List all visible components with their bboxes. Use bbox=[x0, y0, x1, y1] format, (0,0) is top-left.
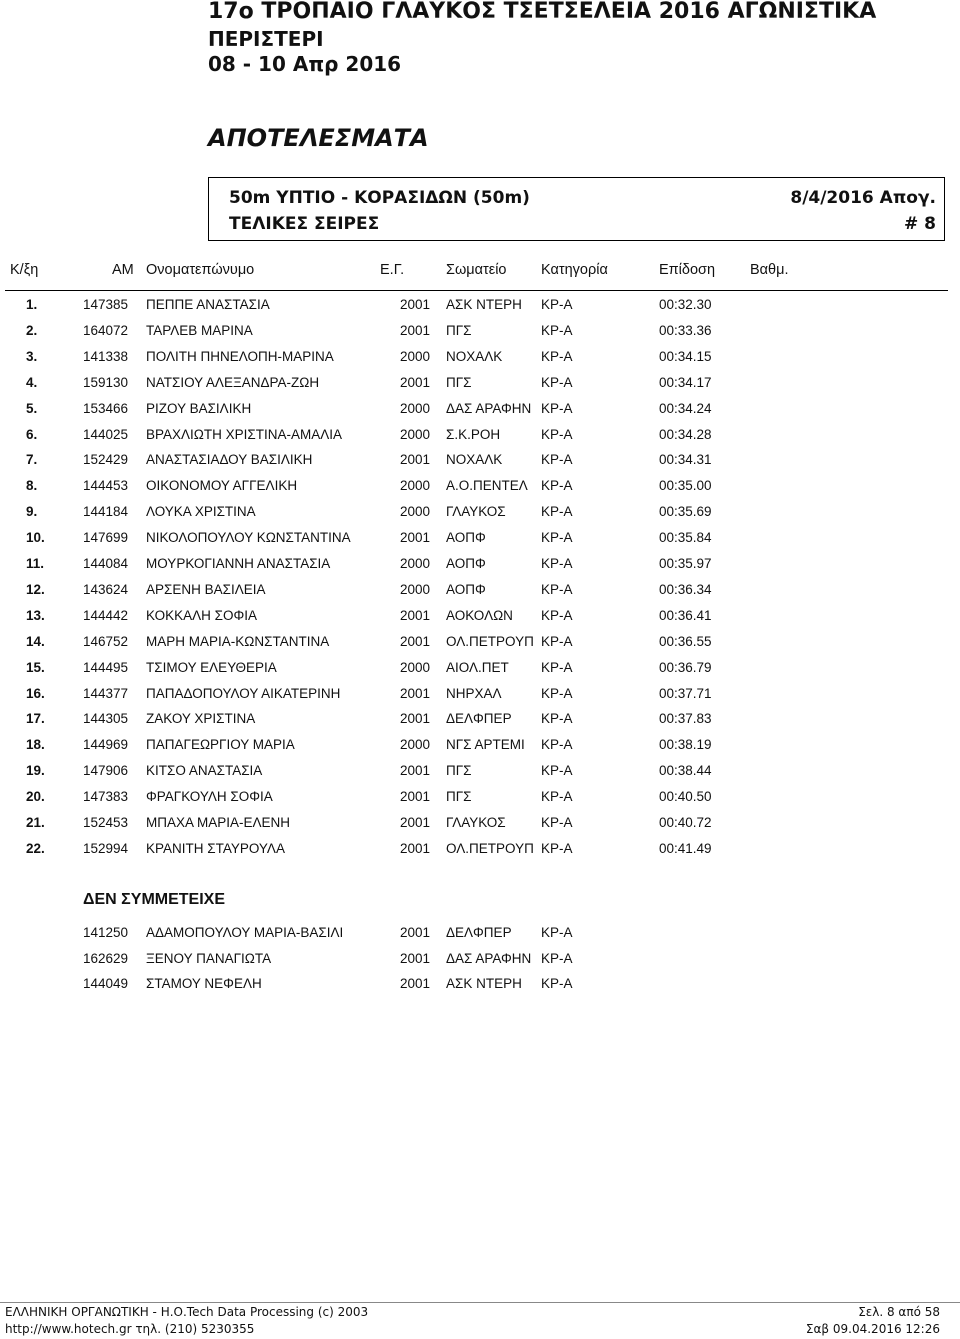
cell-am: 144025 bbox=[83, 426, 129, 442]
cell-club: ΔΕΛΦΠΕΡ bbox=[446, 711, 512, 727]
cell-am: 144084 bbox=[83, 556, 129, 571]
cell-name: ΚΡΑΝΙΤΗ ΣΤΑΥΡΟΥΛΑ bbox=[146, 840, 285, 856]
cell-cat: ΚΡ-Α bbox=[541, 815, 573, 830]
cell-year: 2001 bbox=[400, 950, 431, 966]
cell-year: 2000 bbox=[400, 556, 431, 571]
cell-am: 144453 bbox=[83, 478, 129, 494]
footer-contact: http://www.hotech.gr τηλ. (210) 5230355 bbox=[5, 1322, 255, 1336]
cell-cat: ΚΡ-Α bbox=[541, 452, 573, 468]
cell-am: 141338 bbox=[83, 348, 129, 364]
cell-time: 00:36.79 bbox=[659, 659, 712, 675]
cell-cat: ΚΡ-Α bbox=[541, 348, 573, 364]
page-number: Σελ. 8 από 58 bbox=[858, 1305, 940, 1319]
cell-club: ΑΟΠΦ bbox=[446, 556, 486, 571]
cell-time: 00:35.00 bbox=[659, 478, 712, 494]
cell-rank: 20. bbox=[26, 789, 45, 805]
table-row bbox=[0, 297, 960, 323]
cell-club: ΟΛ.ΠΕΤΡΟΥΠ bbox=[446, 633, 534, 649]
cell-cat: ΚΡ-Α bbox=[541, 581, 573, 597]
cell-rank: 17. bbox=[26, 711, 45, 727]
cell-rank: 11. bbox=[26, 556, 45, 571]
cell-name: ΖΑΚΟΥ ΧΡΙΣΤΙΝΑ bbox=[146, 711, 256, 727]
cell-am: 152429 bbox=[83, 452, 129, 468]
footer-divider bbox=[0, 1302, 960, 1303]
table-row bbox=[0, 504, 960, 530]
cell-am: 147906 bbox=[83, 763, 129, 779]
cell-club: ΑΙΟΛ.ΠΕΤ bbox=[446, 659, 509, 675]
cell-rank: 5. bbox=[26, 400, 38, 416]
cell-year: 2001 bbox=[400, 711, 431, 727]
cell-cat: ΚΡ-Α bbox=[541, 478, 573, 494]
cell-club: ΔΑΣ ΑΡΑΦΗΝ bbox=[446, 400, 532, 416]
cell-am: 144184 bbox=[83, 504, 129, 520]
cell-time: 00:35.84 bbox=[659, 530, 712, 546]
column-header-year: Ε.Γ. bbox=[380, 262, 405, 278]
column-header-time: Επίδοση bbox=[659, 262, 716, 278]
cell-cat: ΚΡ-Α bbox=[541, 633, 573, 649]
cell-rank: 8. bbox=[26, 478, 38, 494]
cell-cat: ΚΡ-Α bbox=[541, 763, 573, 779]
cell-am: 144377 bbox=[83, 685, 129, 701]
venue: ΠΕΡΙΣΤΕΡΙ bbox=[208, 27, 324, 51]
cell-club: ΟΛ.ΠΕΤΡΟΥΠ bbox=[446, 840, 534, 856]
table-row bbox=[0, 608, 960, 634]
cell-year: 2000 bbox=[400, 400, 431, 416]
table-row bbox=[0, 375, 960, 401]
cell-cat: ΚΡ-Α bbox=[541, 840, 573, 856]
table-row bbox=[0, 530, 960, 556]
cell-am: 147383 bbox=[83, 789, 129, 805]
cell-am: 144049 bbox=[83, 976, 129, 991]
column-header-club: Σωματείο bbox=[446, 262, 507, 278]
table-row bbox=[0, 582, 960, 608]
cell-rank: 7. bbox=[26, 452, 38, 468]
cell-year: 2001 bbox=[400, 925, 431, 940]
cell-time: 00:36.34 bbox=[659, 581, 712, 597]
cell-rank: 18. bbox=[26, 737, 45, 753]
cell-club: ΝΟΧΑΛΚ bbox=[446, 348, 503, 364]
cell-club: ΔΑΣ ΑΡΑΦΗΝ bbox=[446, 950, 532, 966]
cell-time: 00:38.19 bbox=[659, 737, 712, 753]
cell-name: ΞΕΝΟΥ ΠΑΝΑΓΙΩΤΑ bbox=[146, 950, 272, 966]
table-row bbox=[0, 452, 960, 478]
cell-name: ΝΙΚΟΛΟΠΟΥΛΟΥ ΚΩΝΣΤΑΝΤΙΝΑ bbox=[146, 530, 351, 546]
cell-club: ΑΟΚΟΛΩΝ bbox=[446, 607, 513, 623]
competition-title: 17ο ΤΡΟΠΑΙΟ ΓΛΑΥΚΟΣ ΤΣΕΤΣΕΛΕΙΑ 2016 ΑΓΩΝΙΣΤΙΚΑ bbox=[208, 0, 877, 24]
column-header-points: Βαθμ. bbox=[750, 262, 789, 278]
cell-name: ΠΑΠΑΓΕΩΡΓΙΟΥ ΜΑΡΙΑ bbox=[146, 737, 295, 753]
cell-rank: 19. bbox=[26, 763, 45, 779]
cell-name: ΒΡΑΧΛΙΩΤΗ ΧΡΙΣΤΙΝΑ-ΑΜΑΛΙΑ bbox=[146, 426, 343, 442]
cell-rank: 9. bbox=[26, 504, 38, 520]
cell-name: ΠΑΠΑΔΟΠΟΥΛΟΥ ΑΙΚΑΤΕΡΙΝΗ bbox=[146, 685, 341, 701]
cell-club: ΑΣΚ ΝΤΕΡΗ bbox=[446, 297, 522, 312]
cell-cat: ΚΡ-Α bbox=[541, 426, 573, 442]
cell-name: ΚΙΤΣΟ ΑΝΑΣΤΑΣΙΑ bbox=[146, 763, 263, 779]
cell-am: 147699 bbox=[83, 530, 129, 546]
cell-year: 2001 bbox=[400, 976, 431, 991]
cell-time: 00:32.30 bbox=[659, 297, 712, 312]
cell-year: 2001 bbox=[400, 633, 431, 649]
cell-club: ΓΛΑΥΚΟΣ bbox=[446, 815, 506, 830]
cell-am: 144495 bbox=[83, 659, 129, 675]
cell-cat: ΚΡ-Α bbox=[541, 400, 573, 416]
cell-name: ΑΝΑΣΤΑΣΙΑΔΟΥ ΒΑΣΙΛΙΚΗ bbox=[146, 452, 313, 468]
cell-name: ΡΙΖΟΥ ΒΑΣΙΛΙΚΗ bbox=[146, 400, 252, 416]
cell-am: 144305 bbox=[83, 711, 129, 727]
table-row bbox=[0, 634, 960, 660]
cell-time: 00:40.72 bbox=[659, 815, 712, 830]
table-row bbox=[0, 660, 960, 686]
cell-cat: ΚΡ-Α bbox=[541, 925, 573, 940]
cell-year: 2001 bbox=[400, 297, 431, 312]
cell-time: 00:41.49 bbox=[659, 840, 712, 856]
cell-cat: ΚΡ-Α bbox=[541, 322, 573, 338]
cell-time: 00:36.55 bbox=[659, 633, 712, 649]
event-number: # 8 bbox=[904, 214, 936, 234]
cell-rank: 22. bbox=[26, 840, 45, 856]
cell-cat: ΚΡ-Α bbox=[541, 297, 573, 312]
cell-name: ΜΟΥΡΚΟΓΙΑΝΝΗ ΑΝΑΣΤΑΣΙΑ bbox=[146, 556, 331, 571]
cell-name: ΠΟΛΙΤΗ ΠΗΝΕΛΟΠΗ-ΜΑΡΙΝΑ bbox=[146, 348, 334, 364]
cell-cat: ΚΡ-Α bbox=[541, 685, 573, 701]
cell-year: 2000 bbox=[400, 478, 431, 494]
cell-cat: ΚΡ-Α bbox=[541, 789, 573, 805]
dns-heading: ΔΕΝ ΣΥΜΜΕΤΕΙΧΕ bbox=[83, 891, 226, 908]
cell-am: 162629 bbox=[83, 950, 129, 966]
cell-year: 2000 bbox=[400, 348, 431, 364]
table-row bbox=[0, 737, 960, 763]
cell-time: 00:35.69 bbox=[659, 504, 712, 520]
cell-name: ΝΑΤΣΙΟΥ ΑΛΕΞΑΝΔΡΑ-ΖΩΗ bbox=[146, 374, 320, 390]
cell-time: 00:37.83 bbox=[659, 711, 712, 727]
cell-name: ΤΑΡΛΕΒ ΜΑΡΙΝΑ bbox=[146, 322, 253, 338]
header-divider bbox=[5, 290, 948, 291]
cell-time: 00:34.28 bbox=[659, 426, 712, 442]
dns-row bbox=[0, 951, 960, 977]
cell-name: ΛΟΥΚΑ ΧΡΙΣΤΙΝΑ bbox=[146, 504, 256, 520]
column-header-rank: Κ/ξη bbox=[10, 262, 39, 278]
dns-row bbox=[0, 976, 960, 1002]
table-row bbox=[0, 763, 960, 789]
table-row bbox=[0, 323, 960, 349]
cell-name: ΚΟΚΚΑΛΗ ΣΟΦΙΑ bbox=[146, 607, 257, 623]
cell-time: 00:33.36 bbox=[659, 322, 712, 338]
cell-year: 2001 bbox=[400, 789, 431, 805]
cell-name: ΜΠΑΧΑ ΜΑΡΙΑ-ΕΛΕΝΗ bbox=[146, 815, 291, 830]
cell-rank: 3. bbox=[26, 348, 38, 364]
cell-cat: ΚΡ-Α bbox=[541, 556, 573, 571]
table-row bbox=[0, 427, 960, 453]
cell-rank: 6. bbox=[26, 426, 38, 442]
cell-year: 2001 bbox=[400, 452, 431, 468]
table-row bbox=[0, 478, 960, 504]
cell-name: ΠΕΠΠΕ ΑΝΑΣΤΑΣΙΑ bbox=[146, 297, 270, 312]
results-heading: ΑΠΟΤΕΛΕΣΜΑΤΑ bbox=[208, 124, 429, 152]
cell-time: 00:34.17 bbox=[659, 374, 712, 390]
competition-dates: 08 - 10 Απρ 2016 bbox=[208, 52, 402, 76]
cell-cat: ΚΡ-Α bbox=[541, 374, 573, 390]
cell-name: ΟΙΚΟΝΟΜΟΥ ΑΓΓΕΛΙΚΗ bbox=[146, 478, 298, 494]
cell-club: ΠΓΣ bbox=[446, 763, 472, 779]
cell-time: 00:40.50 bbox=[659, 789, 712, 805]
cell-club: ΝΓΣ ΑΡΤΕΜΙ bbox=[446, 737, 525, 753]
table-row bbox=[0, 401, 960, 427]
column-header-category: Κατηγορία bbox=[541, 262, 608, 278]
cell-cat: ΚΡ-Α bbox=[541, 530, 573, 546]
cell-name: ΤΣΙΜΟΥ ΕΛΕΥΘΕΡΙΑ bbox=[146, 659, 277, 675]
cell-name: ΦΡΑΓΚΟΥΛΗ ΣΟΦΙΑ bbox=[146, 789, 273, 805]
cell-rank: 1. bbox=[26, 297, 38, 312]
cell-time: 00:35.97 bbox=[659, 556, 712, 571]
cell-rank: 4. bbox=[26, 374, 38, 390]
cell-rank: 21. bbox=[26, 815, 45, 830]
cell-club: ΑΟΠΦ bbox=[446, 530, 486, 546]
cell-rank: 12. bbox=[26, 581, 45, 597]
cell-am: 144442 bbox=[83, 607, 129, 623]
cell-am: 159130 bbox=[83, 374, 129, 390]
table-row bbox=[0, 789, 960, 815]
cell-year: 2001 bbox=[400, 530, 431, 546]
cell-year: 2001 bbox=[400, 374, 431, 390]
cell-club: ΝΗΡΧΑΛ bbox=[446, 685, 502, 701]
cell-cat: ΚΡ-Α bbox=[541, 711, 573, 727]
cell-year: 2001 bbox=[400, 840, 431, 856]
column-header-name: Ονοματεπώνυμο bbox=[146, 262, 255, 278]
table-row bbox=[0, 349, 960, 375]
cell-year: 2001 bbox=[400, 685, 431, 701]
cell-rank: 13. bbox=[26, 607, 45, 623]
cell-am: 146752 bbox=[83, 633, 129, 649]
cell-club: Σ.Κ.ΡΟΗ bbox=[446, 426, 501, 442]
cell-time: 00:34.31 bbox=[659, 452, 712, 468]
cell-rank: 16. bbox=[26, 685, 45, 701]
cell-club: ΑΣΚ ΝΤΕΡΗ bbox=[446, 976, 522, 991]
cell-cat: ΚΡ-Α bbox=[541, 737, 573, 753]
cell-club: ΠΓΣ bbox=[446, 374, 472, 390]
dns-row bbox=[0, 925, 960, 951]
cell-cat: ΚΡ-Α bbox=[541, 659, 573, 675]
cell-name: ΑΡΣΕΝΗ ΒΑΣΙΛΕΙΑ bbox=[146, 581, 266, 597]
cell-club: ΠΓΣ bbox=[446, 789, 472, 805]
cell-name: ΜΑΡΗ ΜΑΡΙΑ-ΚΩΝΣΤΑΝΤΙΝΑ bbox=[146, 633, 330, 649]
event-round: ΤΕΛΙΚΕΣ ΣΕΙΡΕΣ bbox=[229, 214, 380, 234]
cell-year: 2000 bbox=[400, 737, 431, 753]
cell-year: 2001 bbox=[400, 763, 431, 779]
cell-club: ΓΛΑΥΚΟΣ bbox=[446, 504, 506, 520]
print-timestamp: Σαβ 09.04.2016 12:26 bbox=[805, 1322, 940, 1336]
cell-rank: 10. bbox=[26, 530, 45, 546]
cell-cat: ΚΡ-Α bbox=[541, 976, 573, 991]
cell-year: 2001 bbox=[400, 607, 431, 623]
cell-time: 00:34.24 bbox=[659, 400, 712, 416]
cell-am: 164072 bbox=[83, 322, 129, 338]
cell-year: 2000 bbox=[400, 504, 431, 520]
cell-year: 2001 bbox=[400, 322, 431, 338]
cell-year: 2000 bbox=[400, 581, 431, 597]
cell-time: 00:36.41 bbox=[659, 607, 712, 623]
cell-club: ΔΕΛΦΠΕΡ bbox=[446, 925, 512, 940]
table-row bbox=[0, 815, 960, 841]
table-row bbox=[0, 711, 960, 737]
cell-year: 2000 bbox=[400, 659, 431, 675]
cell-club: ΑΟΠΦ bbox=[446, 581, 486, 597]
table-row bbox=[0, 841, 960, 867]
table-row bbox=[0, 686, 960, 712]
cell-club: Α.Ο.ΠΕΝΤΕΛ bbox=[446, 478, 528, 494]
cell-year: 2000 bbox=[400, 426, 431, 442]
cell-club: ΝΟΧΑΛΚ bbox=[446, 452, 503, 468]
cell-am: 141250 bbox=[83, 925, 129, 940]
footer-company: ΕΛΛΗΝΙΚΗ ΟΡΓΑΝΩΤΙΚΗ - Η.Ο.Tech Data Processing (c) 2003 bbox=[5, 1305, 369, 1319]
column-header-am: ΑΜ bbox=[112, 262, 134, 278]
cell-rank: 15. bbox=[26, 659, 45, 675]
cell-time: 00:37.71 bbox=[659, 685, 712, 701]
event-name: 50m ΥΠΤΙΟ - ΚΟΡΑΣΙΔΩΝ (50m) bbox=[229, 188, 530, 208]
cell-year: 2001 bbox=[400, 815, 431, 830]
cell-time: 00:38.44 bbox=[659, 763, 712, 779]
cell-am: 143624 bbox=[83, 581, 129, 597]
cell-cat: ΚΡ-Α bbox=[541, 950, 573, 966]
cell-am: 144969 bbox=[83, 737, 129, 753]
cell-cat: ΚΡ-Α bbox=[541, 504, 573, 520]
cell-am: 152994 bbox=[83, 840, 129, 856]
cell-am: 147385 bbox=[83, 297, 129, 312]
cell-time: 00:34.15 bbox=[659, 348, 712, 364]
cell-rank: 2. bbox=[26, 322, 38, 338]
cell-name: ΑΔΑΜΟΠΟΥΛΟΥ ΜΑΡΙΑ-ΒΑΣΙΛΙ bbox=[146, 925, 344, 940]
cell-name: ΣΤΑΜΟΥ ΝΕΦΕΛΗ bbox=[146, 976, 262, 991]
cell-am: 153466 bbox=[83, 400, 129, 416]
cell-cat: ΚΡ-Α bbox=[541, 607, 573, 623]
event-info-box bbox=[208, 177, 945, 241]
event-date: 8/4/2016 Απογ. bbox=[790, 188, 936, 208]
table-row bbox=[0, 556, 960, 582]
cell-am: 152453 bbox=[83, 815, 129, 830]
cell-club: ΠΓΣ bbox=[446, 322, 472, 338]
cell-rank: 14. bbox=[26, 633, 45, 649]
